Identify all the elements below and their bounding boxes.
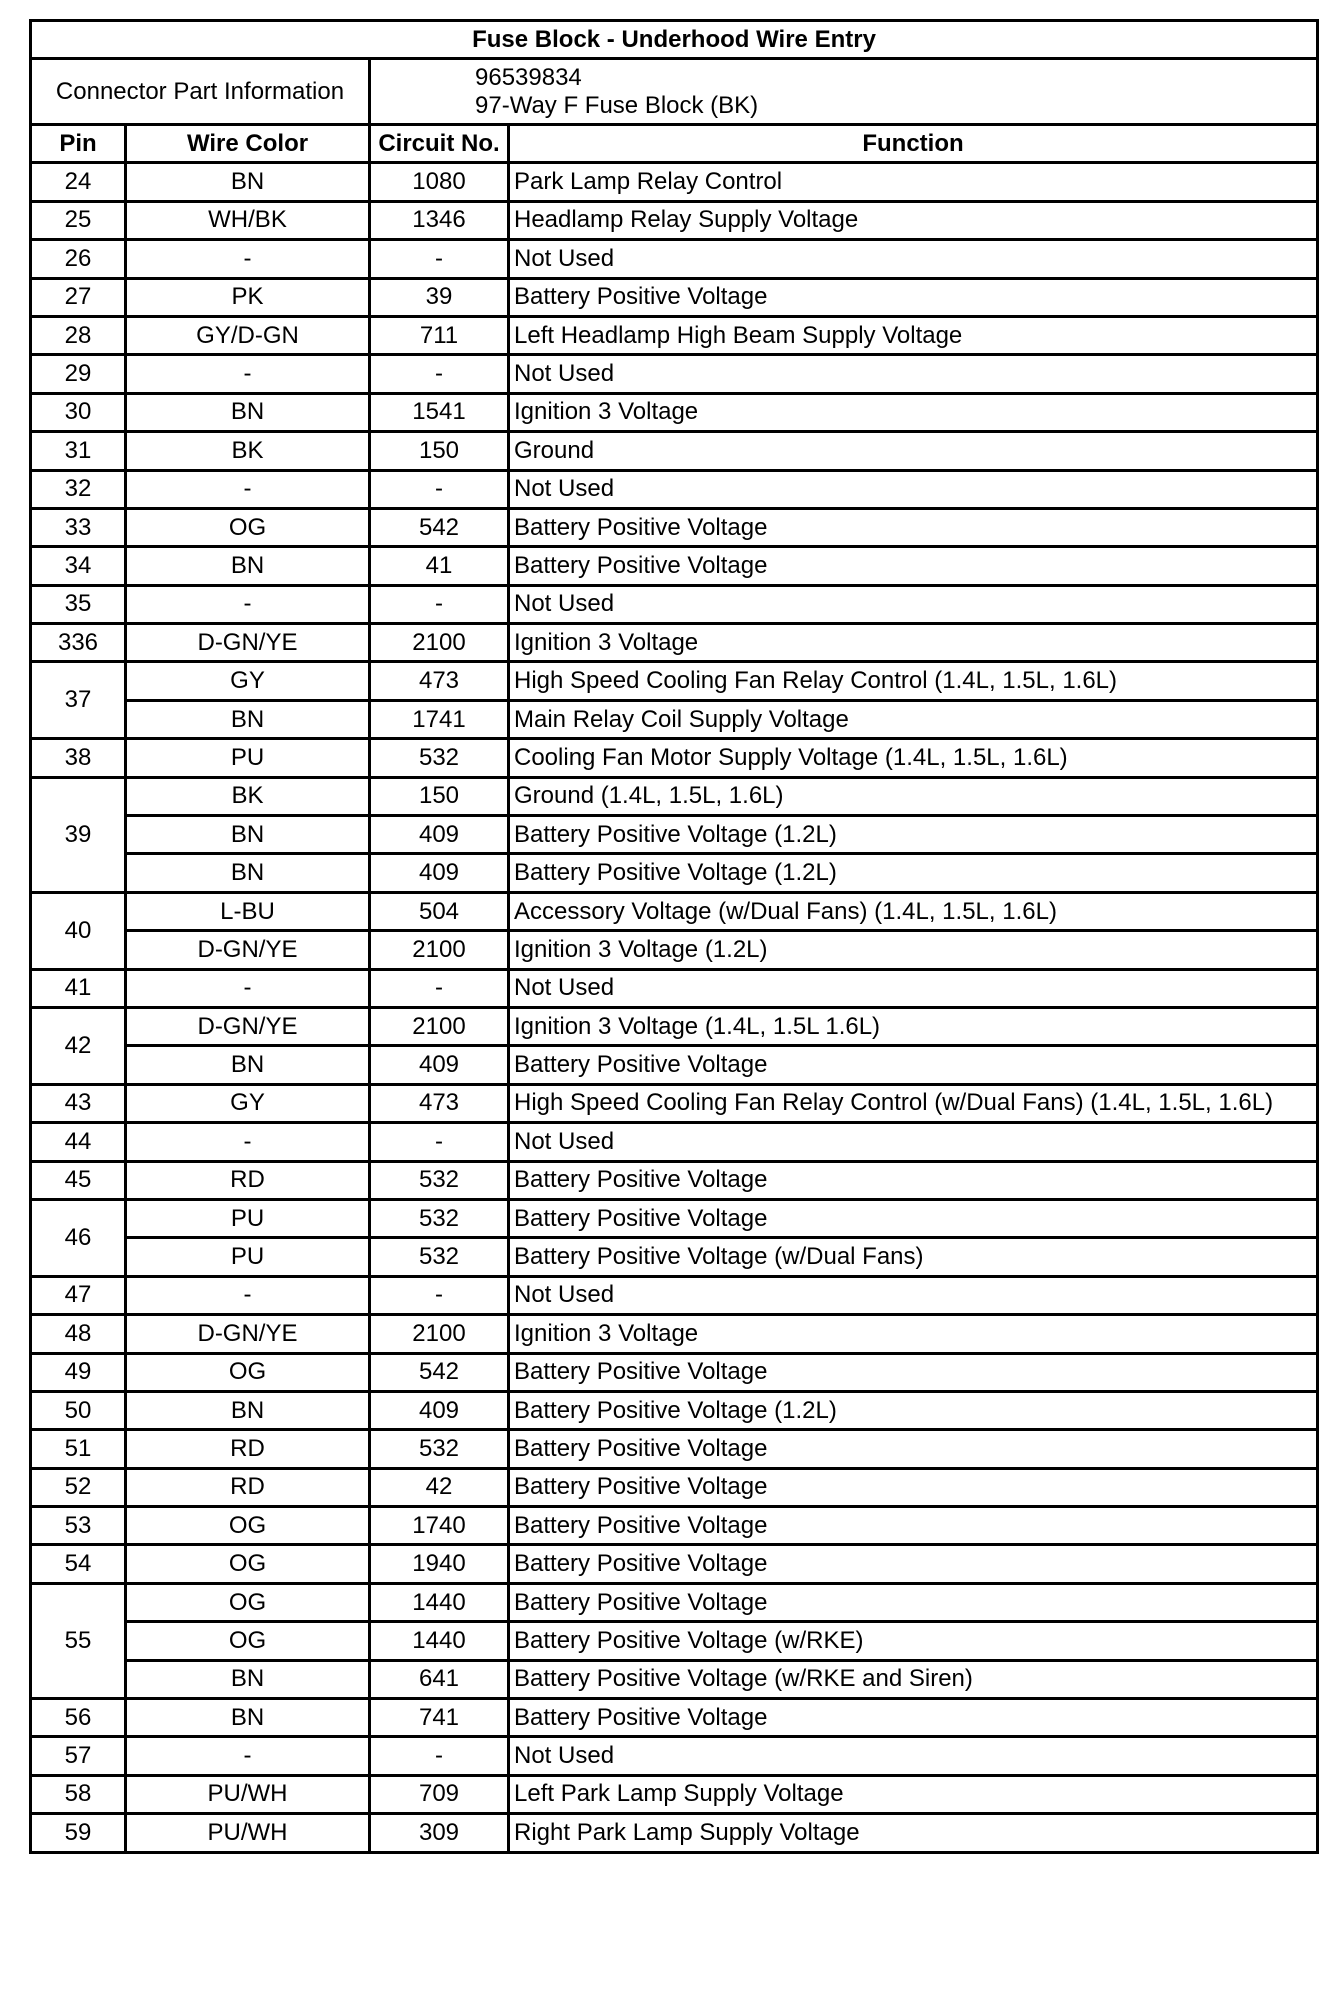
table-row bbox=[31, 1391, 1318, 1429]
function-cell: Battery Positive Voltage bbox=[509, 1353, 1318, 1391]
function-cell: Battery Positive Voltage (1.2L) bbox=[509, 816, 1318, 854]
circuit-cell: 2100 bbox=[370, 624, 509, 662]
header-circuit: Circuit No. bbox=[370, 125, 509, 163]
table-row bbox=[31, 624, 1318, 662]
function-cell: Not Used bbox=[509, 1123, 1318, 1161]
wire-color-cell: - bbox=[126, 355, 370, 393]
circuit-cell: 41 bbox=[370, 547, 509, 585]
pin-cell: 27 bbox=[31, 278, 126, 316]
function-cell: Cooling Fan Motor Supply Voltage (1.4L, 1.5L, 1.6L) bbox=[509, 739, 1318, 777]
circuit-cell: - bbox=[370, 969, 509, 1007]
function-cell: Ignition 3 Voltage (1.2L) bbox=[509, 931, 1318, 969]
wire-color-cell: PU/WH bbox=[126, 1775, 370, 1813]
table-row bbox=[31, 316, 1318, 354]
circuit-cell: 1080 bbox=[370, 163, 509, 201]
table-row bbox=[31, 201, 1318, 239]
wire-color-cell: BN bbox=[126, 854, 370, 892]
pin-cell: 46 bbox=[31, 1199, 126, 1276]
function-cell: Not Used bbox=[509, 470, 1318, 508]
table-row bbox=[31, 662, 1318, 700]
circuit-cell: 1940 bbox=[370, 1545, 509, 1583]
circuit-cell: 409 bbox=[370, 816, 509, 854]
table-row bbox=[31, 240, 1318, 278]
table-row bbox=[31, 1622, 1318, 1660]
circuit-cell: - bbox=[370, 1123, 509, 1161]
table-row bbox=[31, 1545, 1318, 1583]
circuit-cell: - bbox=[370, 355, 509, 393]
header-pin: Pin bbox=[31, 125, 126, 163]
function-cell: Battery Positive Voltage bbox=[509, 1699, 1318, 1737]
wire-color-cell: BN bbox=[126, 700, 370, 738]
function-cell: Main Relay Coil Supply Voltage bbox=[509, 700, 1318, 738]
circuit-cell: 309 bbox=[370, 1814, 509, 1852]
fuse-block-pinout-table bbox=[29, 19, 1319, 1854]
table-row bbox=[31, 355, 1318, 393]
function-cell: Battery Positive Voltage bbox=[509, 1583, 1318, 1621]
pin-cell: 35 bbox=[31, 585, 126, 623]
function-cell: Battery Positive Voltage bbox=[509, 1468, 1318, 1506]
header-function: Function bbox=[509, 125, 1318, 163]
table-row bbox=[31, 700, 1318, 738]
wire-color-cell: D-GN/YE bbox=[126, 931, 370, 969]
pin-cell: 48 bbox=[31, 1315, 126, 1353]
wire-color-cell: BN bbox=[126, 816, 370, 854]
wire-color-cell: BK bbox=[126, 432, 370, 470]
function-cell: Battery Positive Voltage bbox=[509, 1046, 1318, 1084]
wire-color-cell: - bbox=[126, 470, 370, 508]
wire-color-cell: GY/D-GN bbox=[126, 316, 370, 354]
table-row bbox=[31, 739, 1318, 777]
table-row bbox=[31, 1276, 1318, 1314]
table-row bbox=[31, 1468, 1318, 1506]
function-cell: Not Used bbox=[509, 1737, 1318, 1775]
circuit-cell: 39 bbox=[370, 278, 509, 316]
wire-color-cell: BN bbox=[126, 1660, 370, 1698]
circuit-cell: 409 bbox=[370, 854, 509, 892]
wire-color-cell: PU bbox=[126, 1238, 370, 1276]
pin-cell: 58 bbox=[31, 1775, 126, 1813]
circuit-cell: - bbox=[370, 470, 509, 508]
wire-color-cell: OG bbox=[126, 508, 370, 546]
table-row bbox=[31, 1199, 1318, 1237]
circuit-cell: 2100 bbox=[370, 931, 509, 969]
wire-color-cell: BN bbox=[126, 1699, 370, 1737]
pin-cell: 24 bbox=[31, 163, 126, 201]
pin-cell: 51 bbox=[31, 1430, 126, 1468]
table-row bbox=[31, 547, 1318, 585]
pin-rows bbox=[31, 163, 1318, 1852]
circuit-cell: 1440 bbox=[370, 1583, 509, 1621]
pin-cell: 49 bbox=[31, 1353, 126, 1391]
circuit-cell: 150 bbox=[370, 432, 509, 470]
circuit-cell: 504 bbox=[370, 892, 509, 930]
wire-color-cell: - bbox=[126, 1276, 370, 1314]
wire-color-cell: WH/BK bbox=[126, 201, 370, 239]
table-row bbox=[31, 470, 1318, 508]
function-cell: Battery Positive Voltage bbox=[509, 1161, 1318, 1199]
wire-color-cell: RD bbox=[126, 1468, 370, 1506]
function-cell: Right Park Lamp Supply Voltage bbox=[509, 1814, 1318, 1852]
function-cell: High Speed Cooling Fan Relay Control (1.4L, 1.5L, 1.6L) bbox=[509, 662, 1318, 700]
function-cell: Battery Positive Voltage (1.2L) bbox=[509, 1391, 1318, 1429]
table-row bbox=[31, 278, 1318, 316]
table-row bbox=[31, 931, 1318, 969]
wire-color-cell: D-GN/YE bbox=[126, 1007, 370, 1045]
function-cell: Battery Positive Voltage bbox=[509, 1507, 1318, 1545]
pin-cell: 33 bbox=[31, 508, 126, 546]
circuit-cell: 532 bbox=[370, 739, 509, 777]
pin-cell: 39 bbox=[31, 777, 126, 892]
table-row bbox=[31, 777, 1318, 815]
table-row bbox=[31, 1699, 1318, 1737]
pin-cell: 47 bbox=[31, 1276, 126, 1314]
pin-cell: 30 bbox=[31, 393, 126, 431]
circuit-cell: - bbox=[370, 585, 509, 623]
circuit-cell: 2100 bbox=[370, 1007, 509, 1045]
function-cell: Headlamp Relay Supply Voltage bbox=[509, 201, 1318, 239]
wire-color-cell: OG bbox=[126, 1622, 370, 1660]
function-cell: Battery Positive Voltage bbox=[509, 1430, 1318, 1468]
table-row bbox=[31, 1161, 1318, 1199]
wire-color-cell: BN bbox=[126, 393, 370, 431]
connector-description: 97-Way F Fuse Block (BK) bbox=[475, 91, 759, 119]
pin-cell: 59 bbox=[31, 1814, 126, 1852]
connector-info-values bbox=[370, 59, 1318, 125]
table-row bbox=[31, 1737, 1318, 1775]
pin-cell: 37 bbox=[31, 662, 126, 739]
function-cell: Ignition 3 Voltage bbox=[509, 1315, 1318, 1353]
wire-color-cell: PU bbox=[126, 1199, 370, 1237]
pin-cell: 42 bbox=[31, 1007, 126, 1084]
circuit-cell: 709 bbox=[370, 1775, 509, 1813]
pin-cell: 38 bbox=[31, 739, 126, 777]
function-cell: Not Used bbox=[509, 240, 1318, 278]
table-row bbox=[31, 1315, 1318, 1353]
wire-color-cell: OG bbox=[126, 1583, 370, 1621]
column-header-row bbox=[31, 125, 1318, 163]
wire-color-cell: PU/WH bbox=[126, 1814, 370, 1852]
pin-cell: 25 bbox=[31, 201, 126, 239]
table-row bbox=[31, 1430, 1318, 1468]
circuit-cell: 532 bbox=[370, 1238, 509, 1276]
pin-cell: 40 bbox=[31, 892, 126, 969]
circuit-cell: 1346 bbox=[370, 201, 509, 239]
function-cell: Ignition 3 Voltage (1.4L, 1.5L 1.6L) bbox=[509, 1007, 1318, 1045]
circuit-cell: 641 bbox=[370, 1660, 509, 1698]
table-row bbox=[31, 1775, 1318, 1813]
table-row bbox=[31, 1084, 1318, 1122]
circuit-cell: 542 bbox=[370, 1353, 509, 1391]
wire-color-cell: BN bbox=[126, 163, 370, 201]
wire-color-cell: - bbox=[126, 969, 370, 1007]
circuit-cell: 42 bbox=[370, 1468, 509, 1506]
pin-cell: 50 bbox=[31, 1391, 126, 1429]
function-cell: Ignition 3 Voltage bbox=[509, 624, 1318, 662]
function-cell: High Speed Cooling Fan Relay Control (w/Dual Fans) (1.4L, 1.5L, 1.6L) bbox=[509, 1084, 1318, 1122]
wire-color-cell: BN bbox=[126, 547, 370, 585]
wire-color-cell: - bbox=[126, 585, 370, 623]
function-cell: Battery Positive Voltage bbox=[509, 1199, 1318, 1237]
table-row bbox=[31, 1123, 1318, 1161]
circuit-cell: 473 bbox=[370, 662, 509, 700]
function-cell: Not Used bbox=[509, 355, 1318, 393]
circuit-cell: 542 bbox=[370, 508, 509, 546]
wire-color-cell: BN bbox=[126, 1391, 370, 1429]
function-cell: Park Lamp Relay Control bbox=[509, 163, 1318, 201]
wire-color-cell: OG bbox=[126, 1507, 370, 1545]
function-cell: Battery Positive Voltage (1.2L) bbox=[509, 854, 1318, 892]
function-cell: Battery Positive Voltage bbox=[509, 547, 1318, 585]
circuit-cell: 473 bbox=[370, 1084, 509, 1122]
function-cell: Accessory Voltage (w/Dual Fans) (1.4L, 1.5L, 1.6L) bbox=[509, 892, 1318, 930]
wire-color-cell: - bbox=[126, 1737, 370, 1775]
function-cell: Not Used bbox=[509, 969, 1318, 1007]
table-row bbox=[31, 969, 1318, 1007]
function-cell: Battery Positive Voltage bbox=[509, 1545, 1318, 1583]
circuit-cell: 532 bbox=[370, 1199, 509, 1237]
circuit-cell: - bbox=[370, 240, 509, 278]
function-cell: Battery Positive Voltage bbox=[509, 278, 1318, 316]
pin-cell: 41 bbox=[31, 969, 126, 1007]
function-cell: Not Used bbox=[509, 1276, 1318, 1314]
wire-color-cell: BN bbox=[126, 1046, 370, 1084]
pin-cell: 54 bbox=[31, 1545, 126, 1583]
function-cell: Ground bbox=[509, 432, 1318, 470]
circuit-cell: 1541 bbox=[370, 393, 509, 431]
wire-color-cell: OG bbox=[126, 1545, 370, 1583]
table-row bbox=[31, 393, 1318, 431]
function-cell: Battery Positive Voltage (w/RKE) bbox=[509, 1622, 1318, 1660]
circuit-cell: 1741 bbox=[370, 700, 509, 738]
table-row bbox=[31, 816, 1318, 854]
pin-cell: 43 bbox=[31, 1084, 126, 1122]
pin-cell: 57 bbox=[31, 1737, 126, 1775]
function-cell: Battery Positive Voltage bbox=[509, 508, 1318, 546]
table-row bbox=[31, 854, 1318, 892]
table-row bbox=[31, 1353, 1318, 1391]
wire-color-cell: RD bbox=[126, 1430, 370, 1468]
connector-part-number: 96539834 bbox=[475, 63, 582, 91]
circuit-cell: - bbox=[370, 1276, 509, 1314]
circuit-cell: - bbox=[370, 1737, 509, 1775]
pin-cell: 29 bbox=[31, 355, 126, 393]
function-cell: Left Headlamp High Beam Supply Voltage bbox=[509, 316, 1318, 354]
pin-cell: 52 bbox=[31, 1468, 126, 1506]
pin-cell: 26 bbox=[31, 240, 126, 278]
pin-cell: 44 bbox=[31, 1123, 126, 1161]
function-cell: Not Used bbox=[509, 585, 1318, 623]
wire-color-cell: GY bbox=[126, 1084, 370, 1122]
table-title-row bbox=[31, 21, 1318, 59]
wire-color-cell: PU bbox=[126, 739, 370, 777]
wire-color-cell: D-GN/YE bbox=[126, 1315, 370, 1353]
circuit-cell: 1440 bbox=[370, 1622, 509, 1660]
circuit-cell: 532 bbox=[370, 1161, 509, 1199]
wire-color-cell: - bbox=[126, 240, 370, 278]
table-row bbox=[31, 432, 1318, 470]
table-row bbox=[31, 163, 1318, 201]
circuit-cell: 532 bbox=[370, 1430, 509, 1468]
function-cell: Ignition 3 Voltage bbox=[509, 393, 1318, 431]
wire-color-cell: RD bbox=[126, 1161, 370, 1199]
pin-cell: 336 bbox=[31, 624, 126, 662]
table-row bbox=[31, 1507, 1318, 1545]
header-wire-color: Wire Color bbox=[126, 125, 370, 163]
pin-cell: 56 bbox=[31, 1699, 126, 1737]
circuit-cell: 409 bbox=[370, 1391, 509, 1429]
table-row bbox=[31, 1660, 1318, 1698]
wire-color-cell: GY bbox=[126, 662, 370, 700]
circuit-cell: 741 bbox=[370, 1699, 509, 1737]
pin-cell: 45 bbox=[31, 1161, 126, 1199]
table-row bbox=[31, 585, 1318, 623]
pin-cell: 31 bbox=[31, 432, 126, 470]
table-row bbox=[31, 1814, 1318, 1852]
wire-color-cell: PK bbox=[126, 278, 370, 316]
circuit-cell: 150 bbox=[370, 777, 509, 815]
connector-info-row bbox=[31, 59, 1318, 125]
function-cell: Battery Positive Voltage (w/Dual Fans) bbox=[509, 1238, 1318, 1276]
circuit-cell: 2100 bbox=[370, 1315, 509, 1353]
pin-cell: 53 bbox=[31, 1507, 126, 1545]
table-row bbox=[31, 1583, 1318, 1621]
wire-color-cell: - bbox=[126, 1123, 370, 1161]
circuit-cell: 711 bbox=[370, 316, 509, 354]
table-row bbox=[31, 1007, 1318, 1045]
table-row bbox=[31, 892, 1318, 930]
pin-cell: 28 bbox=[31, 316, 126, 354]
connector-info-label: Connector Part Information bbox=[31, 59, 370, 125]
circuit-cell: 409 bbox=[370, 1046, 509, 1084]
function-cell: Ground (1.4L, 1.5L, 1.6L) bbox=[509, 777, 1318, 815]
pin-cell: 55 bbox=[31, 1583, 126, 1698]
wire-color-cell: L-BU bbox=[126, 892, 370, 930]
function-cell: Left Park Lamp Supply Voltage bbox=[509, 1775, 1318, 1813]
pin-cell: 34 bbox=[31, 547, 126, 585]
wire-color-cell: OG bbox=[126, 1353, 370, 1391]
table-row bbox=[31, 1046, 1318, 1084]
circuit-cell: 1740 bbox=[370, 1507, 509, 1545]
table-title: Fuse Block - Underhood Wire Entry bbox=[31, 21, 1318, 59]
pin-cell: 32 bbox=[31, 470, 126, 508]
table-row bbox=[31, 1238, 1318, 1276]
wire-color-cell: D-GN/YE bbox=[126, 624, 370, 662]
table-row bbox=[31, 508, 1318, 546]
function-cell: Battery Positive Voltage (w/RKE and Siren) bbox=[509, 1660, 1318, 1698]
wire-color-cell: BK bbox=[126, 777, 370, 815]
